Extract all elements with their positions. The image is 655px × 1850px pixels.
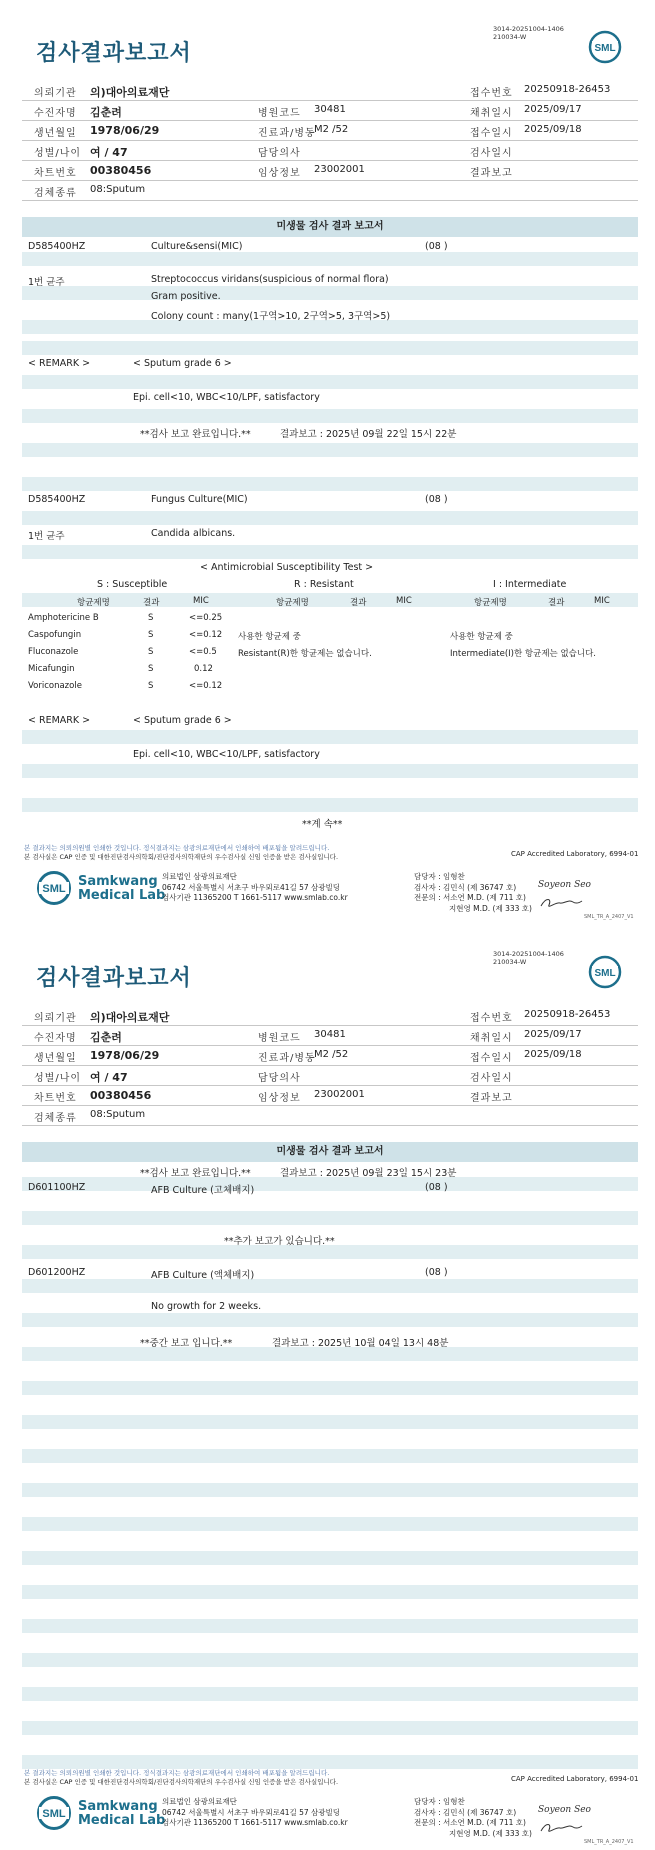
label-department: 진료과/병동 bbox=[258, 128, 316, 139]
lab-name bbox=[78, 875, 165, 903]
remark-label: < REMARK > bbox=[28, 358, 91, 369]
page-title: 검사결과보고서 bbox=[36, 966, 192, 991]
tester: 검사자 : 김민식 (제 36747 호) bbox=[414, 882, 517, 892]
footer-note: 본 검사실은 CAP 인증 및 대한진단검사의학회/진단검사의학재단의 우수검사실 신임 인증을 받은 검사실입니다. bbox=[24, 1778, 339, 1786]
row-band bbox=[22, 341, 638, 355]
header-row bbox=[22, 1105, 638, 1126]
collection-date-value: 2025/09/17 bbox=[524, 104, 582, 115]
header-row bbox=[22, 1025, 638, 1046]
row-band bbox=[22, 730, 638, 744]
label-collection-date: 채취일시 bbox=[470, 108, 513, 119]
sml-logo-text: SML bbox=[594, 968, 616, 979]
drug-mic: <=0.5 bbox=[189, 647, 217, 657]
interim-report-note: **중간 보고 입니다.** bbox=[140, 1338, 233, 1349]
report-complete-note: **검사 보고 완료입니다.** bbox=[140, 429, 251, 440]
report-complete-time: 결과보고 : 2025년 09월 23일 15시 23분 bbox=[280, 1168, 457, 1179]
lab-org: 의료법인 삼광의료재단 bbox=[162, 872, 237, 881]
specialist: 지현영 M.D. (제 333 호) bbox=[449, 903, 532, 913]
remark-text: Epi. cell<10, WBC<10/LPF, satisfactory bbox=[133, 392, 320, 403]
receipt-no-value: 20250918-26453 bbox=[524, 84, 611, 95]
lab-name-line: Samkwang bbox=[78, 1799, 158, 1814]
col-header-drug: 항균제명 bbox=[276, 598, 309, 608]
header-row bbox=[22, 140, 638, 161]
drug-name: Fluconazole bbox=[28, 647, 79, 657]
row-band bbox=[22, 764, 638, 778]
header-row bbox=[22, 1005, 638, 1026]
clinical-info-value: 23002001 bbox=[314, 164, 365, 175]
continued-note: **계 속** bbox=[302, 819, 343, 830]
drug-result: S bbox=[148, 630, 154, 640]
label-department: 진료과/병동 bbox=[258, 1053, 316, 1064]
manager: 담당자 : 임형찬 bbox=[414, 1797, 465, 1806]
lab-contact: 검사기관 11365200 T 1661-5117 www.smlab.co.kr bbox=[162, 893, 348, 902]
footer-note-blue: 본 결과지는 의뢰의원별 인쇄한 것입니다. 정식결과지는 삼광의료재단에서 인쇄하여 배포됨을 알려드립니다. bbox=[24, 1769, 330, 1777]
signature: Soyeon Seo bbox=[538, 1805, 591, 1815]
drug-result: S bbox=[148, 613, 154, 623]
receipt-date-value: 2025/09/18 bbox=[524, 1049, 582, 1060]
document-number-line: 3014-20251004-1406 bbox=[493, 950, 564, 958]
footer-notes bbox=[24, 1768, 338, 1786]
organism-label: 1번 균주 bbox=[28, 277, 65, 288]
row-band bbox=[22, 511, 638, 525]
patient-name-value: 김춘려 bbox=[90, 1031, 122, 1044]
lab-address-block bbox=[162, 872, 348, 904]
drug-mic: 0.12 bbox=[194, 664, 213, 674]
footer-notes bbox=[24, 843, 338, 861]
lab-address: 06742 서울특별시 서초구 바우뫼로41길 57 삼광빌딩 bbox=[162, 882, 341, 892]
drug-name: Caspofungin bbox=[28, 630, 82, 640]
label-clinical-info: 임상정보 bbox=[258, 1093, 301, 1104]
specialist: 지현영 M.D. (제 333 호) bbox=[449, 1828, 532, 1838]
drug-mic: <=0.12 bbox=[189, 681, 223, 691]
drug-mic: <=0.25 bbox=[189, 613, 223, 623]
chart-no-value: 00380456 bbox=[90, 164, 152, 177]
sex-age-value: 여 / 47 bbox=[90, 1071, 128, 1084]
test-code: D585400HZ bbox=[28, 241, 86, 252]
birth-date-value: 1978/06/29 bbox=[90, 1049, 160, 1062]
document-number bbox=[493, 950, 564, 966]
form-number: SML_TR_A_2407_V1 bbox=[584, 914, 634, 920]
resistant-none: Resistant(R)한 항균제는 없습니다. bbox=[238, 649, 372, 659]
remark-grade: < Sputum grade 6 > bbox=[133, 715, 232, 726]
drug-result: S bbox=[148, 664, 154, 674]
cap-accreditation: CAP Accredited Laboratory, 6994-01 bbox=[511, 850, 639, 858]
label-hospital-code: 병원코드 bbox=[258, 108, 301, 119]
drug-result: S bbox=[148, 647, 154, 657]
label-birth-date: 생년월일 bbox=[34, 1053, 77, 1064]
col-header-mic: MIC bbox=[193, 596, 209, 606]
header-row bbox=[22, 1065, 638, 1086]
interim-report-time: 결과보고 : 2025년 10월 04일 13시 48분 bbox=[272, 1338, 449, 1349]
row-band bbox=[22, 1687, 638, 1701]
hospital-code-value: 30481 bbox=[314, 104, 346, 115]
col-header-mic: MIC bbox=[396, 596, 412, 606]
sml-logo-text: SML bbox=[42, 883, 66, 895]
row-band bbox=[22, 286, 638, 300]
label-doctor: 담당의사 bbox=[258, 148, 301, 159]
department-value: M2 /52 bbox=[314, 124, 349, 135]
lab-contact: 검사기관 11365200 T 1661-5117 www.smlab.co.kr bbox=[162, 1818, 348, 1827]
row-band bbox=[22, 409, 638, 423]
additional-report-note: **추가 보고가 있습니다.** bbox=[224, 1236, 335, 1247]
label-patient-name: 수진자명 bbox=[34, 108, 77, 119]
form-number: SML_TR_A_2407_V1 bbox=[584, 1839, 634, 1845]
document-number-line: 3014-20251004-1406 bbox=[493, 25, 564, 33]
remark-text: Epi. cell<10, WBC<10/LPF, satisfactory bbox=[133, 749, 320, 760]
ast-title: < Antimicrobial Susceptibility Test > bbox=[200, 562, 374, 573]
requester-value: 의)대아의료재단 bbox=[90, 1011, 170, 1024]
cap-accreditation: CAP Accredited Laboratory, 6994-01 bbox=[511, 1775, 639, 1783]
label-requester: 의뢰기관 bbox=[34, 1013, 77, 1024]
collection-date-value: 2025/09/17 bbox=[524, 1029, 582, 1040]
intermediate-none: Intermediate(I)한 항균제는 없습니다. bbox=[450, 649, 596, 659]
test-number: (08 ) bbox=[425, 1267, 448, 1278]
row-band bbox=[22, 477, 638, 491]
row-band bbox=[22, 443, 638, 457]
test-number: (08 ) bbox=[425, 494, 448, 505]
drug-name: Voriconazole bbox=[28, 681, 82, 691]
row-band bbox=[22, 1279, 638, 1293]
label-result-report: 결과보고 bbox=[470, 1093, 513, 1104]
col-header-drug: 항균제명 bbox=[77, 598, 110, 608]
row-band bbox=[22, 1653, 638, 1667]
row-band bbox=[22, 798, 638, 812]
header-row bbox=[22, 1045, 638, 1066]
lab-org: 의료법인 삼광의료재단 bbox=[162, 1797, 237, 1806]
report-page-2 bbox=[0, 925, 655, 1850]
label-hospital-code: 병원코드 bbox=[258, 1033, 301, 1044]
page-title: 검사결과보고서 bbox=[36, 41, 192, 66]
row-band bbox=[22, 1211, 638, 1225]
row-band bbox=[22, 1721, 638, 1735]
organism-line: Candida albicans. bbox=[151, 528, 236, 539]
signatory-block bbox=[414, 1797, 532, 1839]
ast-legend-s: S : Susceptible bbox=[97, 579, 168, 590]
row-band bbox=[22, 1551, 638, 1565]
label-chart-no: 차트번호 bbox=[34, 1093, 77, 1104]
col-header-result: 결과 bbox=[350, 598, 367, 608]
row-band bbox=[22, 1483, 638, 1497]
document-number bbox=[493, 25, 564, 41]
department-value: M2 /52 bbox=[314, 1049, 349, 1060]
organism-line: Streptococcus viridans(suspicious of normal flora) bbox=[151, 274, 389, 285]
section-title: 미생물 검사 결과 보고서 bbox=[22, 1142, 638, 1162]
drug-name: Micafungin bbox=[28, 664, 75, 674]
row-band bbox=[22, 320, 638, 334]
patient-name-value: 김춘려 bbox=[90, 106, 122, 119]
row-band bbox=[22, 1755, 638, 1769]
row-band bbox=[22, 1381, 638, 1395]
test-name: Fungus Culture(MIC) bbox=[151, 494, 248, 505]
header-row bbox=[22, 1085, 638, 1106]
sex-age-value: 여 / 47 bbox=[90, 146, 128, 159]
signature: Soyeon Seo bbox=[538, 880, 591, 890]
row-band bbox=[22, 1585, 638, 1599]
label-clinical-info: 임상정보 bbox=[258, 168, 301, 179]
row-band bbox=[22, 593, 638, 607]
lab-name-line: Medical Lab bbox=[78, 1813, 166, 1828]
test-code: D601100HZ bbox=[28, 1182, 86, 1193]
row-band bbox=[22, 1415, 638, 1429]
specimen-value: 08:Sputum bbox=[90, 1109, 146, 1120]
header-row bbox=[22, 80, 638, 101]
report-complete-note: **검사 보고 완료입니다.** bbox=[140, 1168, 251, 1179]
label-doctor: 담당의사 bbox=[258, 1073, 301, 1084]
drug-name: Amphotericine B bbox=[28, 613, 99, 623]
organism-line: Colony count : many(1구역>10, 2구역>5, 3구역>5) bbox=[151, 311, 391, 322]
col-header-result: 결과 bbox=[143, 598, 160, 608]
section-title: 미생물 검사 결과 보고서 bbox=[22, 217, 638, 237]
header-row bbox=[22, 100, 638, 121]
sml-logo-text: SML bbox=[594, 43, 616, 54]
test-number: (08 ) bbox=[425, 1182, 448, 1193]
row-band bbox=[22, 1449, 638, 1463]
row-band bbox=[22, 1517, 638, 1531]
row-band bbox=[22, 1245, 638, 1259]
manager: 담당자 : 임형찬 bbox=[414, 872, 465, 881]
label-receipt-date: 접수일시 bbox=[470, 1053, 513, 1064]
receipt-date-value: 2025/09/18 bbox=[524, 124, 582, 135]
footer-note-blue: 본 결과지는 의뢰의원별 인쇄한 것입니다. 정식결과지는 삼광의료재단에서 인쇄하여 배포됨을 알려드립니다. bbox=[24, 844, 330, 852]
remark-grade: < Sputum grade 6 > bbox=[133, 358, 232, 369]
tester: 검사자 : 김민식 (제 36747 호) bbox=[414, 1807, 517, 1817]
label-sex-age: 성별/나이 bbox=[34, 1073, 82, 1084]
sml-logo-icon bbox=[36, 870, 72, 906]
label-test-date: 검사일시 bbox=[470, 1073, 513, 1084]
specialist: 전문의 : 서소연 M.D. (제 711 호) bbox=[414, 893, 526, 902]
test-name: AFB Culture (액체배지) bbox=[151, 1270, 255, 1281]
label-requester: 의뢰기관 bbox=[34, 88, 77, 99]
label-receipt-no: 접수번호 bbox=[470, 88, 513, 99]
sml-logo-icon bbox=[588, 955, 622, 989]
test-code: D601200HZ bbox=[28, 1267, 86, 1278]
test-number: (08 ) bbox=[425, 241, 448, 252]
organism-line: Gram positive. bbox=[151, 291, 221, 302]
drug-result: S bbox=[148, 681, 154, 691]
label-test-date: 검사일시 bbox=[470, 148, 513, 159]
label-specimen: 검체종류 bbox=[34, 1113, 77, 1124]
organism-label: 1번 균주 bbox=[28, 531, 65, 542]
label-birth-date: 생년월일 bbox=[34, 128, 77, 139]
col-header-result: 결과 bbox=[548, 598, 565, 608]
birth-date-value: 1978/06/29 bbox=[90, 124, 160, 137]
col-header-drug: 항균제명 bbox=[474, 598, 507, 608]
header-row bbox=[22, 180, 638, 201]
signature-icon bbox=[538, 1821, 584, 1835]
label-result-report: 결과보고 bbox=[470, 168, 513, 179]
sml-logo-text: SML bbox=[42, 1808, 66, 1820]
signature-icon bbox=[538, 896, 584, 910]
specimen-value: 08:Sputum bbox=[90, 184, 146, 195]
lab-address-block bbox=[162, 1797, 348, 1829]
label-sex-age: 성별/나이 bbox=[34, 148, 82, 159]
sml-logo-icon bbox=[36, 1795, 72, 1831]
row-band bbox=[22, 1619, 638, 1633]
row-band bbox=[22, 252, 638, 266]
row-band bbox=[22, 1313, 638, 1327]
lab-name-line: Samkwang bbox=[78, 874, 158, 889]
label-receipt-date: 접수일시 bbox=[470, 128, 513, 139]
intermediate-caption: 사용한 항균제 중 bbox=[450, 632, 513, 642]
row-band bbox=[22, 375, 638, 389]
header-row bbox=[22, 160, 638, 181]
row-band bbox=[22, 1347, 638, 1361]
signatory-block bbox=[414, 872, 532, 914]
requester-value: 의)대아의료재단 bbox=[90, 86, 170, 99]
test-name: AFB Culture (고체배지) bbox=[151, 1185, 255, 1196]
label-specimen: 검체종류 bbox=[34, 188, 77, 199]
row-band bbox=[22, 1177, 638, 1191]
specialist: 전문의 : 서소연 M.D. (제 711 호) bbox=[414, 1818, 526, 1827]
report-complete-time: 결과보고 : 2025년 09월 22일 15시 22분 bbox=[280, 429, 457, 440]
header-row bbox=[22, 120, 638, 141]
lab-address: 06742 서울특별시 서초구 바우뫼로41길 57 삼광빌딩 bbox=[162, 1807, 341, 1817]
lab-name-line: Medical Lab bbox=[78, 888, 166, 903]
sml-logo-icon bbox=[588, 30, 622, 64]
document-number-line: 210034-W bbox=[493, 958, 527, 966]
label-receipt-no: 접수번호 bbox=[470, 1013, 513, 1024]
chart-no-value: 00380456 bbox=[90, 1089, 152, 1102]
test-name: Culture&sensi(MIC) bbox=[151, 241, 243, 252]
lab-name bbox=[78, 1800, 165, 1828]
test-code: D585400HZ bbox=[28, 494, 86, 505]
receipt-no-value: 20250918-26453 bbox=[524, 1009, 611, 1020]
ast-legend-i: I : Intermediate bbox=[493, 579, 567, 590]
label-collection-date: 채취일시 bbox=[470, 1033, 513, 1044]
culture-result: No growth for 2 weeks. bbox=[151, 1301, 262, 1312]
footer-note: 본 검사실은 CAP 인증 및 대한진단검사의학회/진단검사의학재단의 우수검사실 신임 인증을 받은 검사실입니다. bbox=[24, 853, 339, 861]
resistant-caption: 사용한 항균제 중 bbox=[238, 632, 301, 642]
drug-mic: <=0.12 bbox=[189, 630, 223, 640]
remark-label: < REMARK > bbox=[28, 715, 91, 726]
document-number-line: 210034-W bbox=[493, 33, 527, 41]
hospital-code-value: 30481 bbox=[314, 1029, 346, 1040]
label-chart-no: 차트번호 bbox=[34, 168, 77, 179]
col-header-mic: MIC bbox=[594, 596, 610, 606]
ast-legend-r: R : Resistant bbox=[294, 579, 354, 590]
clinical-info-value: 23002001 bbox=[314, 1089, 365, 1100]
row-band bbox=[22, 545, 638, 559]
label-patient-name: 수진자명 bbox=[34, 1033, 77, 1044]
